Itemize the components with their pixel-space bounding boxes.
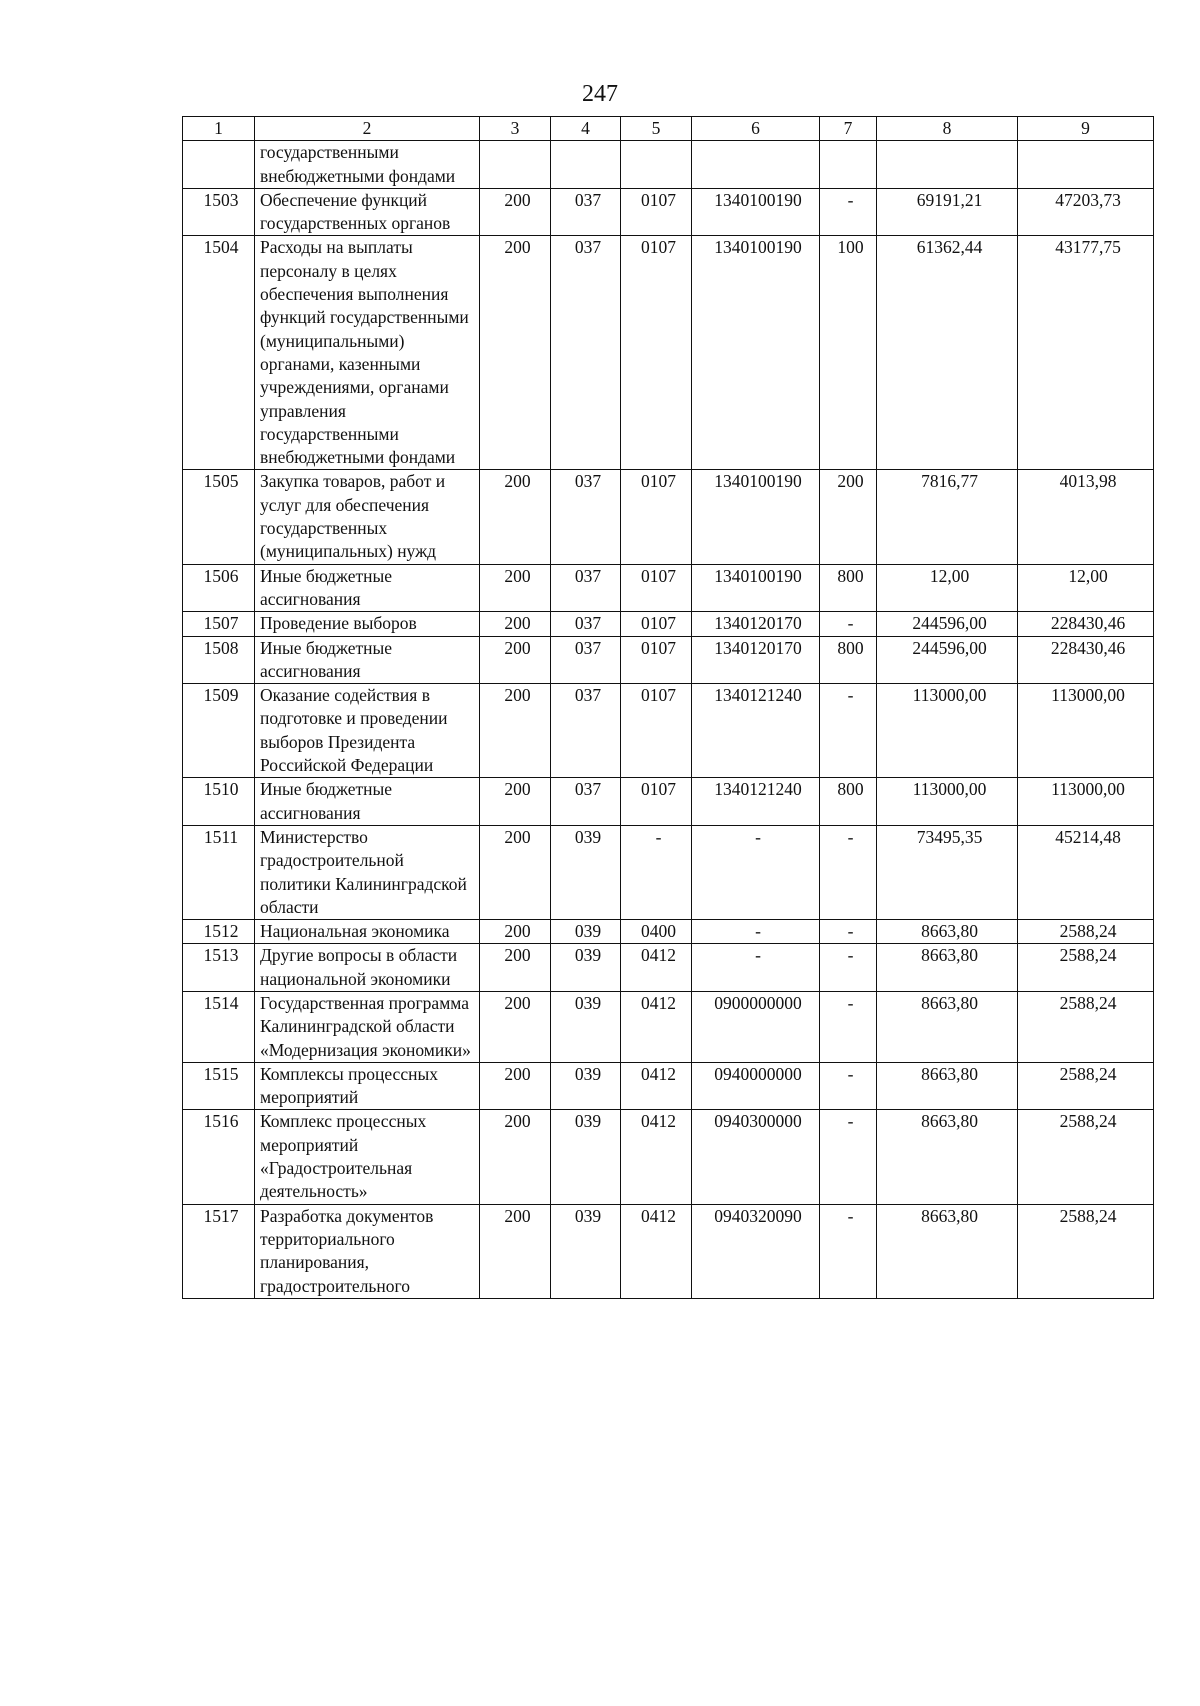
table-row [183, 944, 1154, 992]
amount-plan-cell: 244596,00 [877, 612, 1018, 636]
table-row [183, 236, 1154, 470]
amount-plan-cell: 113000,00 [877, 778, 1018, 826]
code-cell: 037 [551, 564, 621, 612]
code-cell: 200 [480, 1062, 551, 1110]
item-name-cell: Закупка товаров, работ и услуг для обеспечения государственных (муниципальных) нужд [255, 470, 480, 564]
target-code-cell: 1340100190 [692, 236, 820, 470]
expense-type-cell: - [820, 991, 877, 1062]
row-number-cell: 1509 [183, 684, 255, 778]
row-number-cell: 1516 [183, 1110, 255, 1204]
expense-type-cell: - [820, 920, 877, 944]
target-code-cell: 1340100190 [692, 564, 820, 612]
amount-plan-cell: 61362,44 [877, 236, 1018, 470]
amount-plan-cell: 244596,00 [877, 636, 1018, 684]
code-cell: 037 [551, 470, 621, 564]
section-code-cell: 0412 [621, 1062, 692, 1110]
amount-plan-cell: 73495,35 [877, 825, 1018, 919]
column-header: 3 [480, 117, 551, 141]
amount-actual-cell: 2588,24 [1018, 1062, 1154, 1110]
amount-actual-cell: 2588,24 [1018, 1204, 1154, 1298]
section-code-cell: 0107 [621, 778, 692, 826]
code-cell [551, 141, 621, 189]
target-code-cell: - [692, 944, 820, 992]
section-code-cell: - [621, 825, 692, 919]
column-header: 6 [692, 117, 820, 141]
code-cell: 200 [480, 944, 551, 992]
code-cell: 200 [480, 825, 551, 919]
target-code-cell: 0940000000 [692, 1062, 820, 1110]
code-cell: 200 [480, 236, 551, 470]
section-code-cell: 0107 [621, 188, 692, 236]
table-row [183, 188, 1154, 236]
item-name-cell: Иные бюджетные ассигнования [255, 564, 480, 612]
code-cell: 200 [480, 470, 551, 564]
section-code-cell: 0107 [621, 684, 692, 778]
target-code-cell: 1340100190 [692, 470, 820, 564]
target-code-cell: 0940300000 [692, 1110, 820, 1204]
expense-type-cell: - [820, 1062, 877, 1110]
amount-plan-cell: 8663,80 [877, 991, 1018, 1062]
target-code-cell: - [692, 825, 820, 919]
amount-actual-cell: 113000,00 [1018, 778, 1154, 826]
expense-type-cell: - [820, 684, 877, 778]
section-code-cell: 0412 [621, 1204, 692, 1298]
expense-type-cell: - [820, 825, 877, 919]
item-name-cell: Национальная экономика [255, 920, 480, 944]
table-body [183, 141, 1154, 1299]
column-header: 7 [820, 117, 877, 141]
column-header: 1 [183, 117, 255, 141]
amount-actual-cell: 47203,73 [1018, 188, 1154, 236]
section-code-cell [621, 141, 692, 189]
table-row [183, 920, 1154, 944]
amount-plan-cell: 8663,80 [877, 944, 1018, 992]
code-cell: 037 [551, 236, 621, 470]
code-cell: 039 [551, 944, 621, 992]
column-header: 8 [877, 117, 1018, 141]
amount-plan-cell: 113000,00 [877, 684, 1018, 778]
item-name-cell: Оказание содействия в подготовке и проведении выборов Президента Российской Федерации [255, 684, 480, 778]
row-number-cell: 1503 [183, 188, 255, 236]
code-cell: 037 [551, 636, 621, 684]
target-code-cell: 1340120170 [692, 636, 820, 684]
row-number-cell: 1517 [183, 1204, 255, 1298]
row-number-cell: 1506 [183, 564, 255, 612]
amount-actual-cell: 228430,46 [1018, 636, 1154, 684]
column-header: 5 [621, 117, 692, 141]
section-code-cell: 0107 [621, 236, 692, 470]
amount-plan-cell: 8663,80 [877, 1062, 1018, 1110]
page-number: 247 [582, 81, 618, 107]
code-cell: 037 [551, 778, 621, 826]
row-number-cell: 1513 [183, 944, 255, 992]
table-row [183, 564, 1154, 612]
amount-actual-cell [1018, 141, 1154, 189]
header-row [183, 117, 1154, 141]
row-number-cell: 1510 [183, 778, 255, 826]
code-cell [480, 141, 551, 189]
table-row [183, 1204, 1154, 1298]
table-row [183, 991, 1154, 1062]
expense-type-cell: 800 [820, 778, 877, 826]
code-cell: 037 [551, 188, 621, 236]
code-cell: 200 [480, 564, 551, 612]
item-name-cell: Иные бюджетные ассигнования [255, 636, 480, 684]
code-cell: 039 [551, 920, 621, 944]
target-code-cell: 0940320090 [692, 1204, 820, 1298]
target-code-cell: 1340121240 [692, 684, 820, 778]
amount-actual-cell: 2588,24 [1018, 944, 1154, 992]
target-code-cell: - [692, 920, 820, 944]
item-name-cell: государственными внебюджетными фондами [255, 141, 480, 189]
code-cell: 037 [551, 684, 621, 778]
code-cell: 039 [551, 825, 621, 919]
expense-type-cell: 100 [820, 236, 877, 470]
expense-type-cell: 200 [820, 470, 877, 564]
row-number-cell: 1515 [183, 1062, 255, 1110]
target-code-cell: 1340121240 [692, 778, 820, 826]
column-header: 2 [255, 117, 480, 141]
amount-plan-cell: 7816,77 [877, 470, 1018, 564]
amount-plan-cell: 8663,80 [877, 1110, 1018, 1204]
item-name-cell: Комплекс процессных мероприятий «Градостроительная деятельность» [255, 1110, 480, 1204]
amount-plan-cell [877, 141, 1018, 189]
section-code-cell: 0107 [621, 470, 692, 564]
target-code-cell: 0900000000 [692, 991, 820, 1062]
row-number-cell: 1512 [183, 920, 255, 944]
expense-type-cell: - [820, 944, 877, 992]
code-cell: 039 [551, 991, 621, 1062]
table-row [183, 612, 1154, 636]
amount-plan-cell: 8663,80 [877, 1204, 1018, 1298]
table-row [183, 825, 1154, 919]
code-cell: 039 [551, 1062, 621, 1110]
row-number-cell: 1504 [183, 236, 255, 470]
row-number-cell: 1514 [183, 991, 255, 1062]
section-code-cell: 0412 [621, 991, 692, 1062]
amount-actual-cell: 2588,24 [1018, 1110, 1154, 1204]
row-number-cell: 1507 [183, 612, 255, 636]
table-row [183, 1062, 1154, 1110]
item-name-cell: Проведение выборов [255, 612, 480, 636]
row-number-cell [183, 141, 255, 189]
table-row [183, 778, 1154, 826]
code-cell: 037 [551, 612, 621, 636]
expense-type-cell: 800 [820, 564, 877, 612]
amount-actual-cell: 12,00 [1018, 564, 1154, 612]
expense-type-cell: - [820, 1110, 877, 1204]
table-row [183, 470, 1154, 564]
code-cell: 200 [480, 612, 551, 636]
amount-actual-cell: 228430,46 [1018, 612, 1154, 636]
code-cell: 200 [480, 1110, 551, 1204]
expense-type-cell: - [820, 188, 877, 236]
amount-plan-cell: 69191,21 [877, 188, 1018, 236]
item-name-cell: Министерство градостроительной политики Калининградской области [255, 825, 480, 919]
target-code-cell [692, 141, 820, 189]
item-name-cell: Государственная программа Калининградской области «Модернизация экономики» [255, 991, 480, 1062]
table-row [183, 684, 1154, 778]
code-cell: 039 [551, 1110, 621, 1204]
code-cell: 200 [480, 1204, 551, 1298]
table-row [183, 1110, 1154, 1204]
section-code-cell: 0107 [621, 564, 692, 612]
target-code-cell: 1340120170 [692, 612, 820, 636]
column-header: 9 [1018, 117, 1154, 141]
item-name-cell: Обеспечение функций государственных органов [255, 188, 480, 236]
code-cell: 200 [480, 991, 551, 1062]
amount-actual-cell: 2588,24 [1018, 920, 1154, 944]
amount-actual-cell: 45214,48 [1018, 825, 1154, 919]
amount-actual-cell: 4013,98 [1018, 470, 1154, 564]
amount-actual-cell: 43177,75 [1018, 236, 1154, 470]
row-number-cell: 1511 [183, 825, 255, 919]
code-cell: 039 [551, 1204, 621, 1298]
expense-type-cell: - [820, 612, 877, 636]
amount-plan-cell: 8663,80 [877, 920, 1018, 944]
item-name-cell: Расходы на выплаты персоналу в целях обеспечения выполнения функций государственными (муниципальными) органами, казенными учреждениями, органами управления государственными внебюджетными фондами [255, 236, 480, 470]
amount-actual-cell: 113000,00 [1018, 684, 1154, 778]
code-cell: 200 [480, 636, 551, 684]
expense-type-cell: - [820, 1204, 877, 1298]
section-code-cell: 0107 [621, 636, 692, 684]
section-code-cell: 0412 [621, 944, 692, 992]
table-row [183, 636, 1154, 684]
column-header: 4 [551, 117, 621, 141]
code-cell: 200 [480, 684, 551, 778]
item-name-cell: Другие вопросы в области национальной экономики [255, 944, 480, 992]
code-cell: 200 [480, 188, 551, 236]
expense-type-cell [820, 141, 877, 189]
table-row [183, 141, 1154, 189]
section-code-cell: 0107 [621, 612, 692, 636]
item-name-cell: Разработка документов территориального планирования, градостроительного [255, 1204, 480, 1298]
row-number-cell: 1508 [183, 636, 255, 684]
code-cell: 200 [480, 778, 551, 826]
row-number-cell: 1505 [183, 470, 255, 564]
amount-plan-cell: 12,00 [877, 564, 1018, 612]
budget-table [182, 116, 1154, 1299]
section-code-cell: 0400 [621, 920, 692, 944]
code-cell: 200 [480, 920, 551, 944]
amount-actual-cell: 2588,24 [1018, 991, 1154, 1062]
item-name-cell: Иные бюджетные ассигнования [255, 778, 480, 826]
item-name-cell: Комплексы процессных мероприятий [255, 1062, 480, 1110]
section-code-cell: 0412 [621, 1110, 692, 1204]
expense-type-cell: 800 [820, 636, 877, 684]
target-code-cell: 1340100190 [692, 188, 820, 236]
